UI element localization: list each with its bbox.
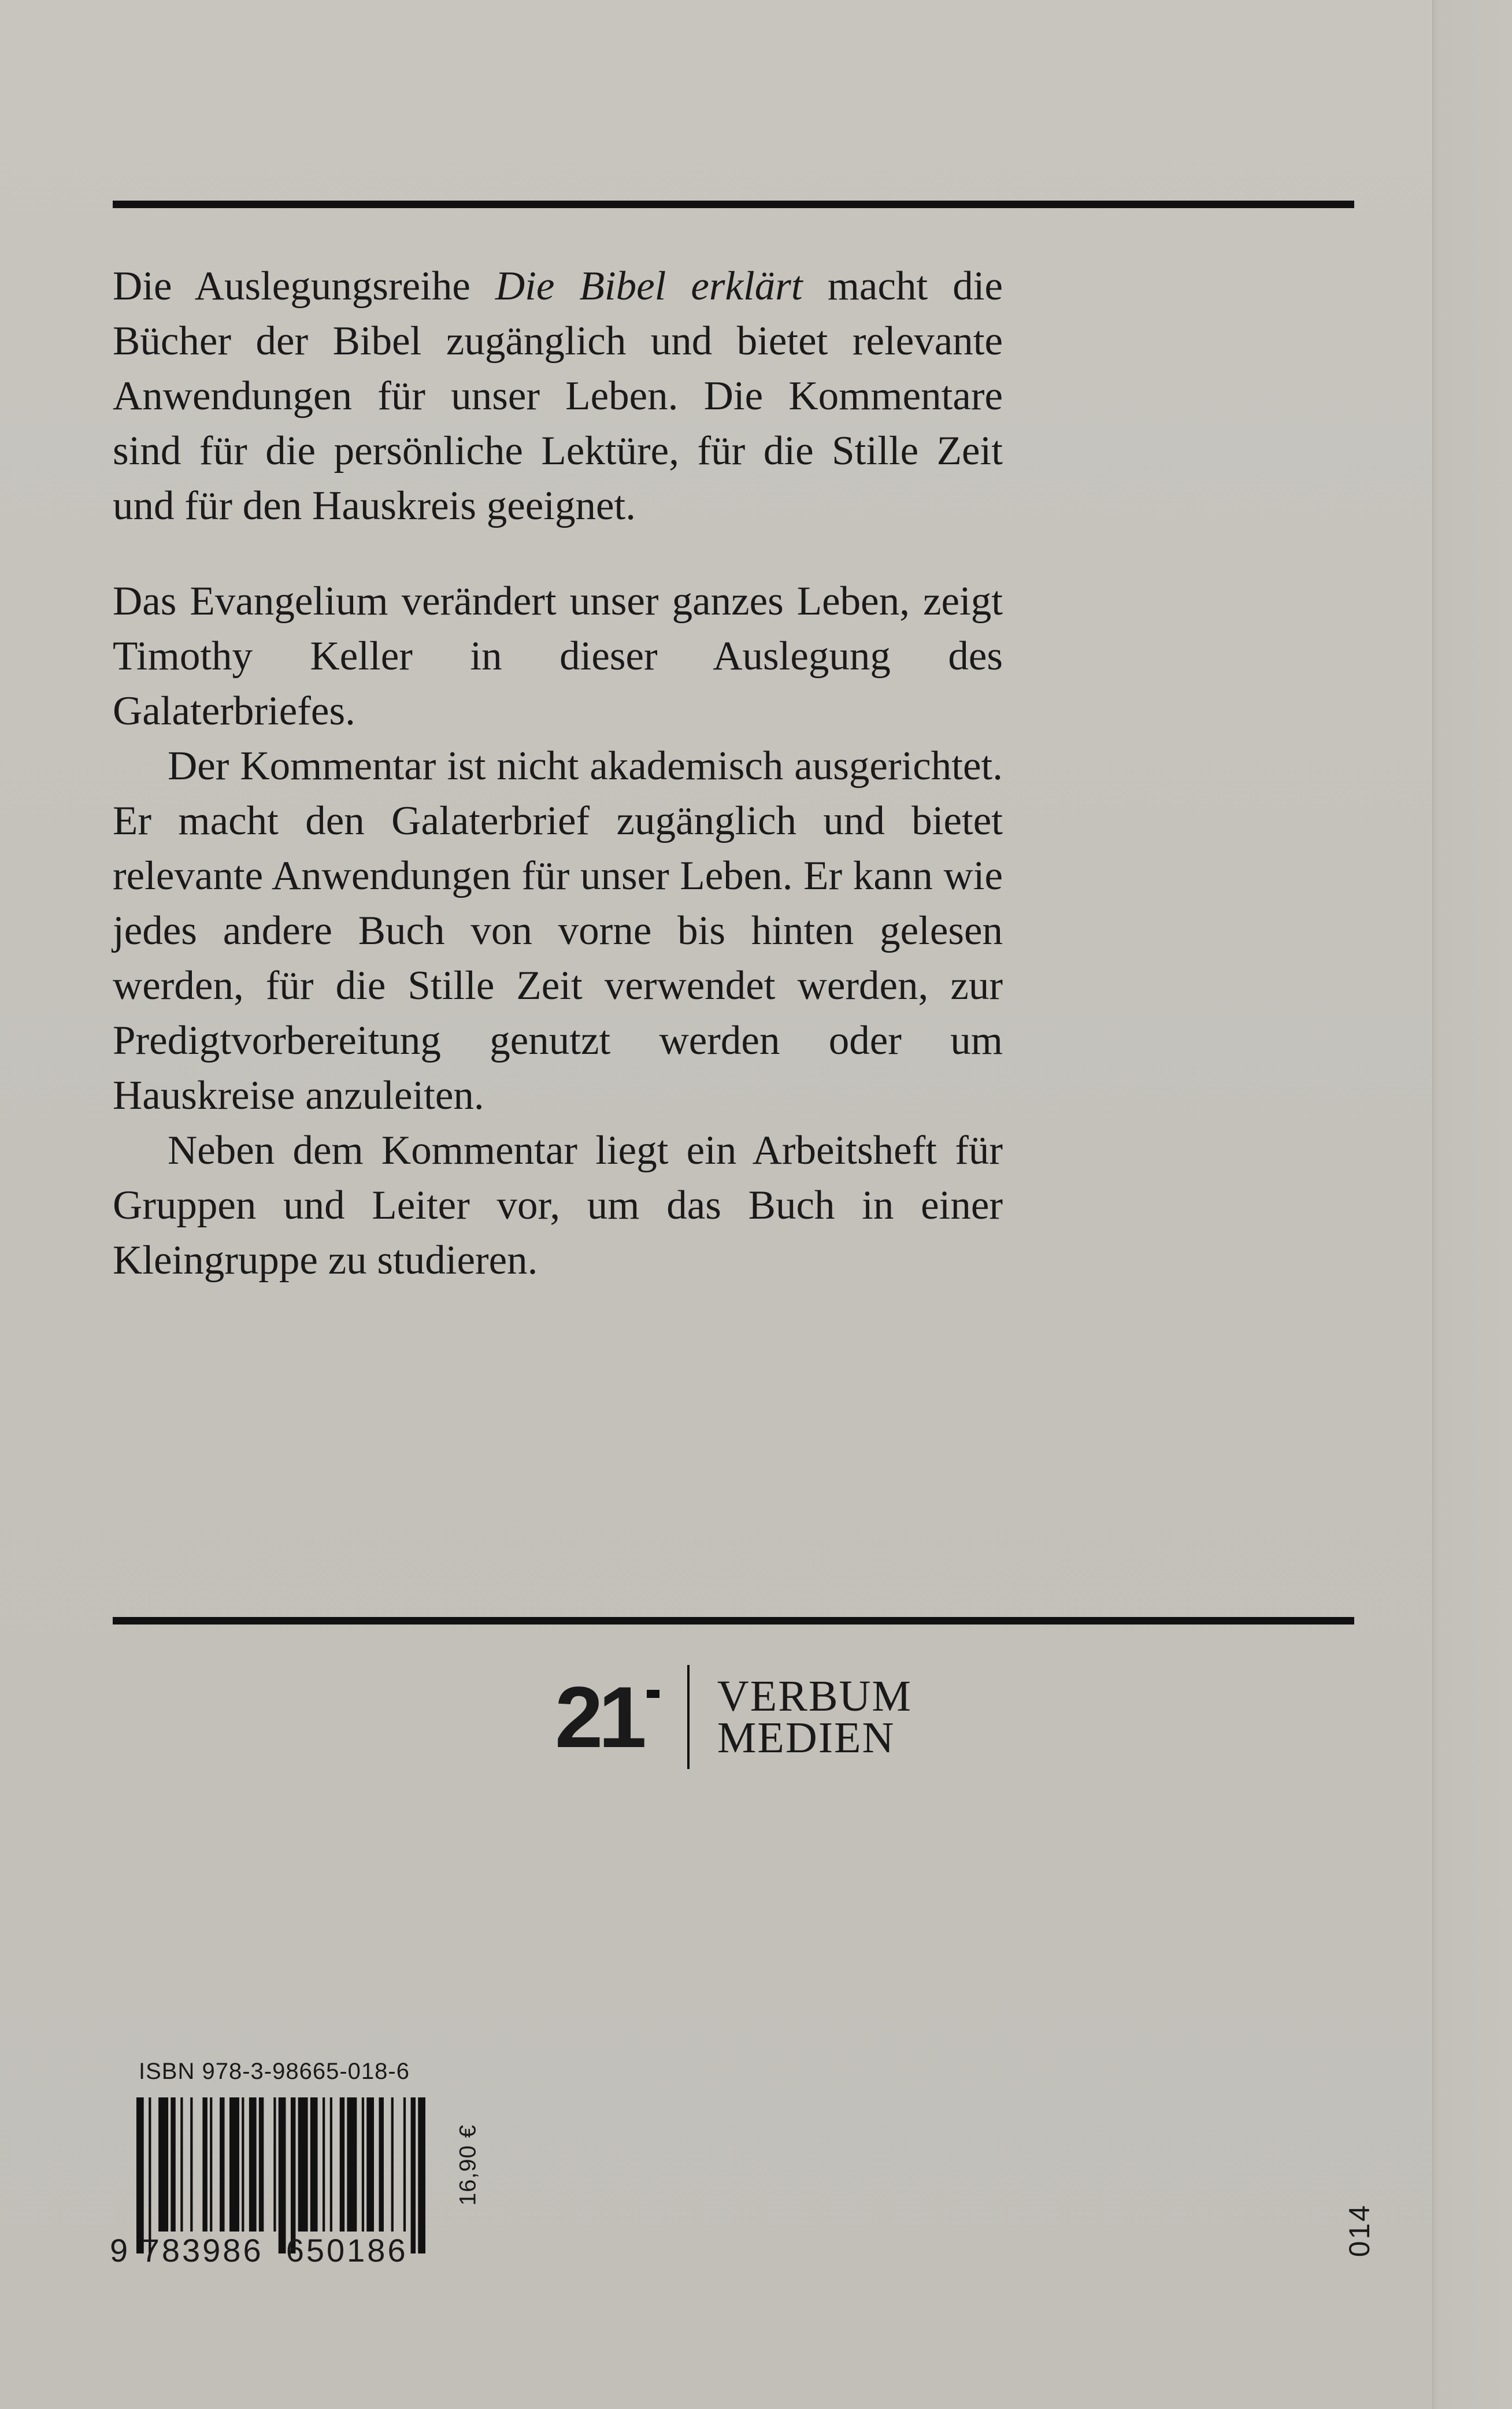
series-intro-paragraph: Die Auslegungsreihe Die Bibel erklärt macht die Bücher der Bibel zugänglich und bietet relevante Anwendungen für unser Leben. Die Kommentare sind für die persönliche Lektüre, für die Stille Zeit und für den Hauskreis geeignet. [113, 264, 1003, 528]
barcode-bar [418, 2097, 425, 2253]
barcode-bar [291, 2097, 295, 2253]
barcode-bar [391, 2097, 394, 2232]
publisher-name: VERBUM MEDIEN [717, 1672, 913, 1762]
price: 16,90 € [455, 2124, 481, 2206]
barcode-bar [330, 2097, 332, 2232]
publisher-logo [555, 1665, 912, 1769]
barcode-bar [347, 2097, 357, 2232]
blurb-paragraph-1: Das Evangelium verändert unser ganzes Leben, zeigt Timothy Keller in dieser Auslegung des Galaterbriefes. [113, 579, 1003, 734]
blurb-text [113, 259, 1003, 1288]
barcode-bar [298, 2097, 308, 2232]
barcode-bar [242, 2097, 244, 2232]
barcode-bar [158, 2097, 168, 2232]
barcode-bar [190, 2097, 192, 2232]
series-title: Die Bibel erklärt [495, 264, 803, 309]
barcode-bar [136, 2097, 144, 2253]
barcode-bar [366, 2097, 374, 2232]
publisher-mark: 21 [555, 1674, 659, 1760]
barcode-bar [340, 2097, 344, 2232]
barcode-bar [310, 2097, 318, 2232]
publisher-mark-dot [647, 1690, 659, 1698]
barcode-bar [180, 2097, 183, 2232]
barcode-bar [149, 2097, 151, 2253]
barcode-bar [220, 2097, 224, 2232]
barcode [136, 2097, 425, 2253]
barcode-bar [210, 2097, 212, 2232]
barcode-bar [279, 2097, 286, 2253]
barcode-digits: 9 783986 650186 [110, 2232, 408, 2269]
barcode-bar [273, 2097, 276, 2232]
barcode-bar [259, 2097, 264, 2232]
isbn-label: ISBN 978-3-98665-018-6 [139, 2059, 410, 2084]
logo-divider [687, 1665, 690, 1769]
barcode-bar [403, 2097, 406, 2232]
barcode-bar [171, 2097, 175, 2232]
spine-edge [1432, 0, 1512, 2409]
bottom-rule [113, 1617, 1354, 1624]
barcode-bar [362, 2097, 364, 2232]
barcode-bar [202, 2097, 207, 2232]
top-rule [113, 201, 1354, 208]
barcode-bar [379, 2097, 383, 2232]
barcode-bar [323, 2097, 325, 2232]
blurb-paragraph-3: Neben dem Kommentar liegt ein Arbeitsheft für Gruppen und Leiter vor, um das Buch in einer Kleingruppe zu studieren. [113, 1128, 1003, 1283]
barcode-bar [411, 2097, 416, 2253]
barcode-bar [229, 2097, 239, 2232]
blurb-paragraph-2: Der Kommentar ist nicht akademisch ausgerichtet. Er macht den Galaterbrief zugänglich und bietet relevante Anwendungen für unser Leben. Er kann wie jedes andere Buch von vorne bis hinten gelesen werden, für die Stille Zeit verwendet werden, zur Predigtvorbereitung genutzt werden oder um Hauskreise anzuleiten. [113, 743, 1003, 1118]
barcode-bar [249, 2097, 257, 2232]
product-code: 014 [1343, 2203, 1376, 2258]
